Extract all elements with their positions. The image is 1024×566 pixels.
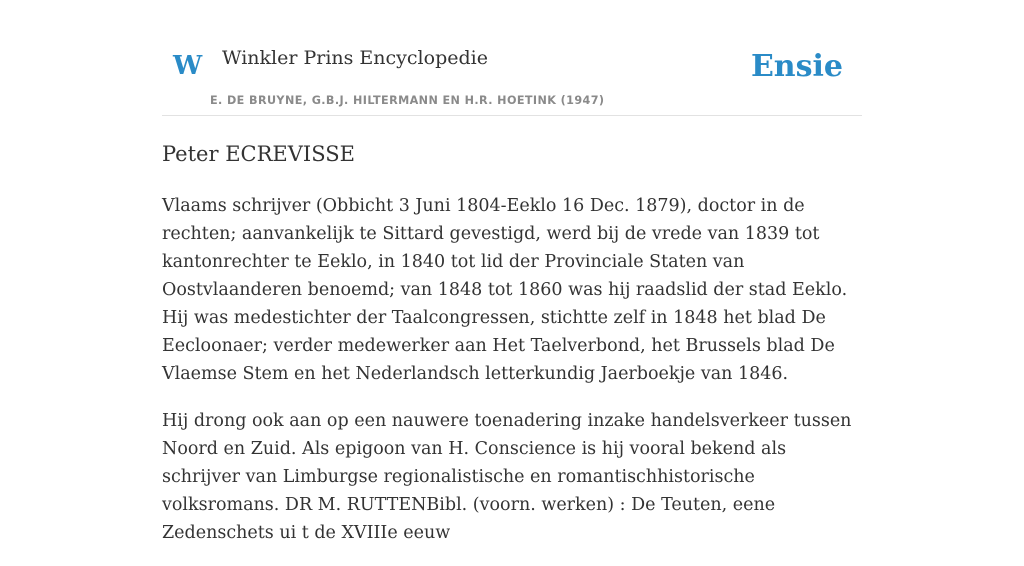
editors-subtitle: E. DE BRUYNE, G.B.J. HILTERMANN EN H.R. HOETINK (1947) (210, 94, 605, 107)
page-container (162, 0, 862, 116)
site-header (162, 0, 862, 116)
site-title-link[interactable]: Winkler Prins Encyclopedie (222, 47, 488, 69)
article-body (162, 192, 862, 566)
article-title: Peter ECREVISSE (162, 142, 355, 166)
ensie-brand-logo[interactable]: Ensie (750, 49, 843, 84)
winkler-prins-logo-icon[interactable]: W (173, 51, 203, 81)
article-paragraph: Hij drong ook aan op een nauwere toenadering inzake handelsverkeer tussen Noord en Zuid. Als epigoon van H. Conscience is hij vooral bekend als schrijver van Limburgse regionalistische en romantischhistorische volksromans. DR M. RUTTENBibl. (voorn. werken) : De Teuten, eene Zedenschets ui t de XVIIIe eeuw (162, 411, 852, 543)
article-paragraph: Vlaams schrijver (Obbicht 3 Juni 1804-Eeklo 16 Dec. 1879), doctor in de rechten; aanvankelijk te Sittard gevestigd, werd bij de vrede van 1839 tot kantonrechter te Eeklo, in 1840 tot lid der Provinciale Staten van Oostvlaanderen benoemd; van 1848 tot 1860 was hij raadslid der stad Eeklo. Hij was medestichter der Taalcongressen, stichtte zelf in 1848 het blad De Eecloonaer; verder medewerker aan Het Taelverbond, het Brussels blad De Vlaemse Stem en het Nederlandsch letterkundig Jaerboekje van 1846. (162, 196, 848, 384)
